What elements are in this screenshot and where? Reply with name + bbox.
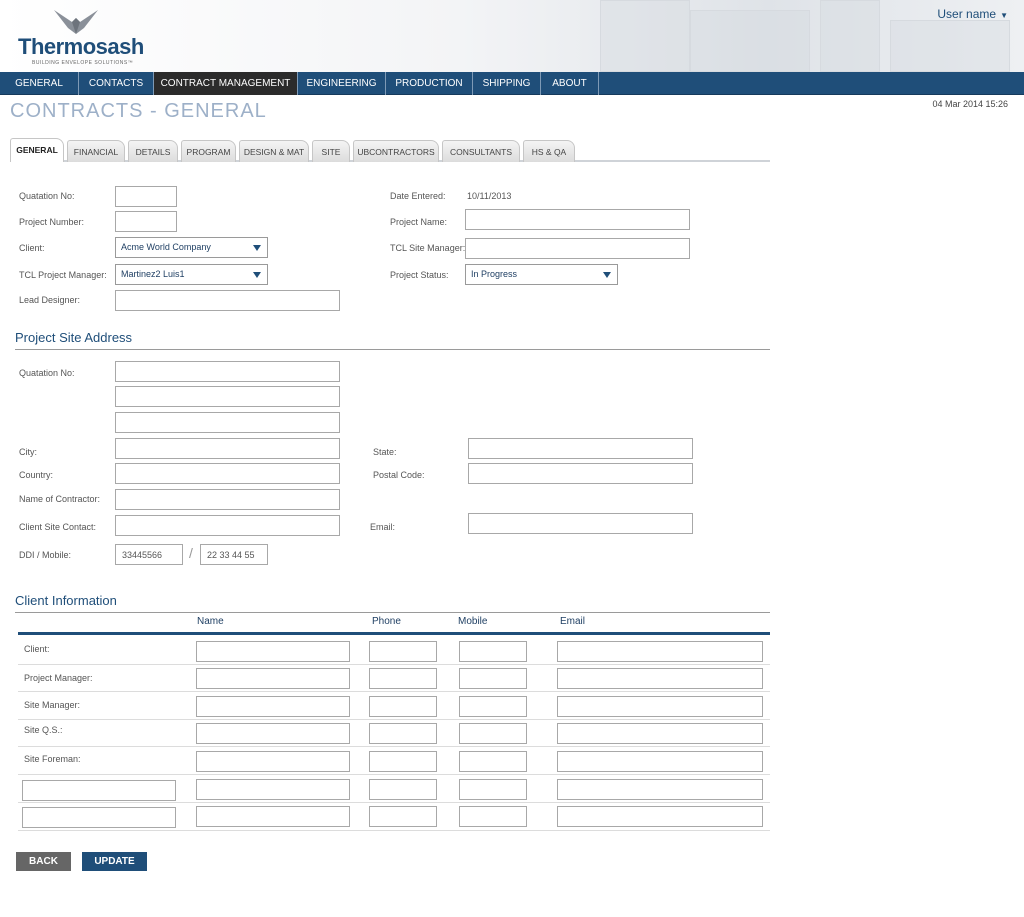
- col-header-phone: Phone: [372, 616, 401, 627]
- city-input[interactable]: [115, 438, 340, 459]
- nav-contract-management[interactable]: CONTRACT MANAGEMENT: [154, 72, 298, 95]
- client-select-value: Acme World Company: [121, 242, 211, 252]
- project-name-label: Project Name:: [390, 217, 448, 227]
- address-line-1-input[interactable]: [115, 361, 340, 382]
- client-email-input[interactable]: [557, 641, 763, 662]
- update-button[interactable]: UPDATE: [82, 852, 147, 871]
- tcl-project-manager-value: Martinez2 Luis1: [121, 269, 185, 279]
- sm-phone-input[interactable]: [369, 696, 437, 717]
- email-input[interactable]: [468, 513, 693, 534]
- lead-designer-input[interactable]: [115, 290, 340, 311]
- address-line-2-input[interactable]: [115, 386, 340, 407]
- nav-shipping[interactable]: SHIPPING: [473, 72, 541, 95]
- custom-name-input[interactable]: [196, 806, 350, 827]
- postal-code-label: Postal Code:: [373, 470, 425, 480]
- caret-down-icon: ▼: [1000, 11, 1008, 20]
- background-building: [890, 20, 1010, 72]
- tab-consultants[interactable]: CONSULTANTS: [442, 140, 520, 162]
- nav-contacts[interactable]: CONTACTS: [79, 72, 154, 95]
- dropdown-arrow-icon: [253, 245, 261, 251]
- email-label: Email:: [370, 522, 396, 532]
- row-label-client: Client:: [24, 644, 50, 654]
- custom-mobile-input[interactable]: [459, 779, 527, 800]
- tab-subcontractors[interactable]: UBCONTRACTORS: [353, 140, 439, 162]
- col-header-email: Email: [560, 616, 586, 627]
- client-label: Client:: [19, 243, 45, 253]
- ddi-input[interactable]: [115, 544, 183, 565]
- tab-financial[interactable]: FINANCIAL: [67, 140, 125, 162]
- table-header-rule: [18, 632, 770, 635]
- pm-mobile-input[interactable]: [459, 668, 527, 689]
- user-name: User name: [937, 7, 997, 21]
- custom-phone-input[interactable]: [369, 806, 437, 827]
- client-mobile-input[interactable]: [459, 641, 527, 662]
- project-number-input[interactable]: [115, 211, 177, 232]
- project-status-value: In Progress: [471, 269, 518, 279]
- brand-name: Thermosash: [18, 34, 144, 59]
- project-status-select[interactable]: [465, 264, 618, 285]
- tab-general[interactable]: GENERAL: [10, 138, 64, 162]
- table-row-divider: [18, 802, 770, 803]
- tab-bar: [10, 136, 770, 162]
- section-divider: [15, 349, 770, 350]
- qs-phone-input[interactable]: [369, 723, 437, 744]
- tab-details[interactable]: DETAILS: [128, 140, 178, 162]
- custom-email-input[interactable]: [557, 806, 763, 827]
- custom-name-input[interactable]: [196, 779, 350, 800]
- tab-site[interactable]: SITE: [312, 140, 350, 162]
- date-entered-value: 10/11/2013: [467, 191, 512, 201]
- pm-email-input[interactable]: [557, 668, 763, 689]
- logo[interactable]: [18, 8, 148, 68]
- sm-mobile-input[interactable]: [459, 696, 527, 717]
- row-label-site-foreman: Site Foreman:: [24, 754, 81, 764]
- foreman-phone-input[interactable]: [369, 751, 437, 772]
- tab-design-mat[interactable]: DESIGN & MAT: [239, 140, 309, 162]
- tab-hs-qa[interactable]: HS & QA: [523, 140, 575, 162]
- tcl-site-manager-label: TCL Site Manager:: [390, 243, 466, 253]
- bird-logo-icon: [52, 8, 100, 36]
- sm-name-input[interactable]: [196, 696, 350, 717]
- table-row-divider: [18, 664, 770, 665]
- contractor-label: Name of Contractor:: [19, 494, 101, 504]
- mobile-input[interactable]: [200, 544, 268, 565]
- main-nav: [0, 72, 1024, 95]
- qs-name-input[interactable]: [196, 723, 350, 744]
- state-label: State:: [373, 447, 397, 457]
- project-status-label: Project Status:: [390, 270, 449, 280]
- custom-role-input[interactable]: [22, 780, 176, 801]
- custom-mobile-input[interactable]: [459, 806, 527, 827]
- tcl-project-manager-label: TCL Project Manager:: [19, 270, 107, 280]
- site-address-title: Project Site Address: [15, 330, 133, 345]
- country-label: Country:: [19, 470, 54, 480]
- contractor-input[interactable]: [115, 489, 340, 510]
- nav-about[interactable]: ABOUT: [541, 72, 599, 95]
- background-building: [600, 0, 690, 72]
- postal-code-input[interactable]: [468, 463, 693, 484]
- row-label-project-manager: Project Manager:: [24, 673, 93, 683]
- table-row-divider: [18, 719, 770, 720]
- dropdown-arrow-icon: [253, 272, 261, 278]
- address-line-3-input[interactable]: [115, 412, 340, 433]
- col-header-name: Name: [197, 616, 224, 627]
- dropdown-arrow-icon: [603, 272, 611, 278]
- client-select[interactable]: [115, 237, 268, 258]
- sm-email-input[interactable]: [557, 696, 763, 717]
- foreman-name-input[interactable]: [196, 751, 350, 772]
- table-row-divider: [18, 746, 770, 747]
- country-input[interactable]: [115, 463, 340, 484]
- pm-phone-input[interactable]: [369, 668, 437, 689]
- city-label: City:: [19, 447, 37, 457]
- foreman-email-input[interactable]: [557, 751, 763, 772]
- quotation-no-input[interactable]: [115, 186, 177, 207]
- table-row-divider: [18, 691, 770, 692]
- user-menu[interactable]: [937, 7, 1008, 21]
- section-divider: [15, 612, 770, 613]
- project-name-input[interactable]: [465, 209, 690, 230]
- custom-phone-input[interactable]: [369, 779, 437, 800]
- custom-email-input[interactable]: [557, 779, 763, 800]
- qs-email-input[interactable]: [557, 723, 763, 744]
- tcl-site-manager-input[interactable]: [465, 238, 690, 259]
- project-number-label: Project Number:: [19, 217, 85, 227]
- col-header-mobile: Mobile: [458, 616, 488, 627]
- background-building: [820, 0, 880, 72]
- client-site-contact-input[interactable]: [115, 515, 340, 536]
- header: [0, 0, 1024, 72]
- row-label-site-qs: Site Q.S.:: [24, 725, 63, 735]
- back-button[interactable]: BACK: [16, 852, 71, 871]
- timestamp: 04 Mar 2014 15:26: [932, 99, 1008, 109]
- client-info-title: Client Information: [15, 593, 117, 608]
- site-quotation-no-label: Quatation No:: [19, 368, 75, 378]
- background-building: [690, 10, 810, 72]
- nav-general[interactable]: GENERAL: [0, 72, 79, 95]
- client-name-input[interactable]: [196, 641, 350, 662]
- page-title: CONTRACTS - GENERAL: [10, 100, 267, 122]
- date-entered-label: Date Entered:: [390, 191, 446, 201]
- qs-mobile-input[interactable]: [459, 723, 527, 744]
- client-phone-input[interactable]: [369, 641, 437, 662]
- tcl-project-manager-select[interactable]: [115, 264, 268, 285]
- pm-name-input[interactable]: [196, 668, 350, 689]
- row-label-site-manager: Site Manager:: [24, 700, 81, 710]
- brand-tagline: BUILDING ENVELOPE SOLUTIONS™: [32, 60, 134, 66]
- ddi-separator: /: [189, 545, 193, 561]
- nav-production[interactable]: PRODUCTION: [386, 72, 473, 95]
- tab-program[interactable]: PROGRAM: [181, 140, 236, 162]
- table-row-divider: [18, 830, 770, 831]
- client-site-contact-label: Client Site Contact:: [19, 522, 97, 532]
- lead-designer-label: Lead Designer:: [19, 295, 81, 305]
- ddi-mobile-label: DDI / Mobile:: [19, 550, 72, 560]
- table-row-divider: [18, 774, 770, 775]
- nav-engineering[interactable]: ENGINEERING: [298, 72, 386, 95]
- custom-role-input[interactable]: [22, 807, 176, 828]
- state-input[interactable]: [468, 438, 693, 459]
- foreman-mobile-input[interactable]: [459, 751, 527, 772]
- quotation-no-label: Quatation No:: [19, 191, 75, 201]
